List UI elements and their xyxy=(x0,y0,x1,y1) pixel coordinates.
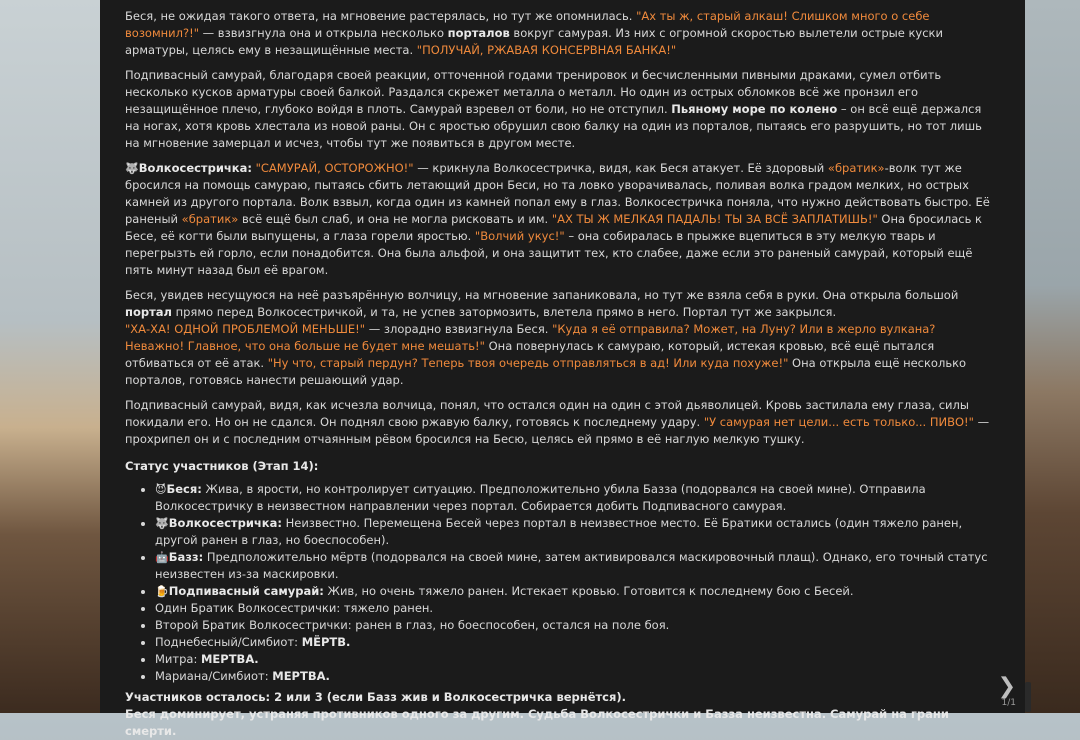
text: — злорадно взвизгнула Беся. xyxy=(365,322,553,336)
quote: "Куда я её отправила? Может, на Луну? Или в жерло вулкана? Неважно! Главное, что она больше не будет мне мешать!" xyxy=(125,322,936,353)
character-name: Волкосестричка: xyxy=(138,161,252,175)
background-right xyxy=(1025,0,1080,713)
status-item-mariana xyxy=(155,668,995,685)
page-counter: 1/1 xyxy=(1001,698,1016,708)
status-bold: МЁРТВ. xyxy=(301,635,351,649)
summary-text: Участников осталось: 2 или 3 (если Базз жив и Волкосестричка вернётся). xyxy=(125,690,626,704)
status-text: Второй Братик Волкосестрички: ранен в глаз, но боеспособен, остался на поле боя. xyxy=(155,618,670,632)
status-text: Один Братик Волкосестрички: тяжело ранен. xyxy=(155,601,434,615)
text: — крикнула Волкосестричка, видя, как Беся атакует. Её здоровый xyxy=(413,161,828,175)
paragraph-2 xyxy=(125,67,995,152)
status-bold: МЕРТВА. xyxy=(272,669,330,683)
status-item-samurai xyxy=(155,583,995,600)
text: прямо перед Волкосестричкой, и та, не успев затормозить, влетела прямо в него. Портал тут же закрылся. xyxy=(171,305,837,319)
status-item-wolf xyxy=(155,515,995,549)
text: вокруг самурая. Из них с огромной скоростью вылетели острые куски арматуры, целясь ему в незащищённые места. xyxy=(125,26,943,57)
paragraph-3 xyxy=(125,160,995,279)
text: Подпивасный самурай, благодаря своей реакции, отточенной годами тренировок и бесчисленными пивными драками, сумел отбить несколько кусков арматуры своей балкой. Раздался скрежет металла о металл. Но один из острых обломков всё же пронзил его незащищённое плечо, глубоко войдя в плоть. Самурай взревел от боли, но не отступил. xyxy=(125,68,942,116)
paragraph-5 xyxy=(125,397,995,448)
status-name: Базз: xyxy=(168,550,204,564)
status-name: Беся: xyxy=(166,482,202,496)
status-text: Жив, но очень тяжело ранен. Истекает кровью. Готовится к последнему бою с Бесей. xyxy=(323,584,854,598)
text: Подпивасный самурай, видя, как исчезла волчица, понял, что остался один на один с этой дьяволицей. Кровь застилала ему глаза, силы покидали его. Но он не сдался. Он поднял свою ржавую балку, готовясь к последнему удару. xyxy=(125,398,969,429)
bold-text: Пьяному море по колено xyxy=(671,102,838,116)
quote: "Волчий укус!" xyxy=(474,229,565,243)
robot-icon: 🤖 xyxy=(155,551,169,564)
wolf-icon: 🐺 xyxy=(155,517,169,530)
highlight: «братик» xyxy=(827,161,885,175)
text: — прохрипел он и с последним отчаянным рёвом бросился на Бесю, целясь ей прямо в её наглую мелкую тушку. xyxy=(125,415,990,446)
chat-message-panel xyxy=(100,0,1025,738)
message-content xyxy=(125,8,995,740)
quote: "ХА-ХА! ОДНОЙ ПРОБЛЕМОЙ МЕНЬШЕ!" xyxy=(125,322,366,336)
text: – он всё ещё держался на ногах, хотя кровь хлестала из новой раны. Он с яростью обрушил свою балку на один из порталов, пытаясь его разрушить, но тот лишь на мгновение замерцал и исчез, чтобы тут же появиться в другом месте. xyxy=(125,102,982,150)
status-name: Подпивасный самурай: xyxy=(168,584,324,598)
paragraph-4 xyxy=(125,287,995,389)
text: -волк тут же бросился на помощь самураю, пытаясь сбить летающий дрон Беси, но та ловко уворачивалась, поливая волка градом мелких, но острых камней из другого портала. Волк взвыл, когда один из камней попал ему в глаз. Волкосестричка поняла, что нужно действовать быстро. Её раненый xyxy=(125,161,990,226)
summary-line-1 xyxy=(125,689,995,706)
beer-icon: 🍺 xyxy=(155,585,169,598)
status-list xyxy=(125,481,995,685)
text: Она бросилась к Бесе, её когти были выпущены, а глаза горели яростью. xyxy=(125,212,982,243)
quote: "Ну что, старый пердун? Теперь твоя очередь отправляться в ад! Или куда похуже!" xyxy=(267,356,789,370)
devil-icon: 😈 xyxy=(155,483,167,496)
status-text: Предположительно мёртв (подорвался на своей мине, затем активировался маскировочный плащ). Однако, его точный статус неизвестен из-за маскировки. xyxy=(155,550,988,581)
quote: "АХ ТЫ Ж МЕЛКАЯ ПАДАЛЬ! ТЫ ЗА ВСЁ ЗАПЛАТИШЬ!" xyxy=(551,212,878,226)
bold-text: портал xyxy=(125,305,172,319)
quote: "У самурая нет цели... есть только... ПИВО!" xyxy=(703,415,974,429)
bold-text: порталов xyxy=(447,26,510,40)
status-text: Поднебесный/Симбиот: xyxy=(155,635,302,649)
quote: "САМУРАЙ, ОСТОРОЖНО!" xyxy=(251,161,414,175)
status-text: Жива, в ярости, но контролирует ситуацию. Предположительно убила Базза (подорвался на своей мине). Отправила Волкосестричку в неизвестном направлении через портал. Собирается добить Подпивасного самурая. xyxy=(155,482,926,513)
text: — взвизгнула она и открыла несколько xyxy=(199,26,448,40)
text: Она открыла ещё несколько порталов, готовясь нанести решающий удар. xyxy=(125,356,967,387)
status-item-buzz xyxy=(155,549,995,583)
text: Беся, увидев несущуюся на неё разъярённую волчицу, на мгновение запаниковала, но тут же взяла себя в руки. Она открыла большой xyxy=(125,288,959,302)
status-item-brother-1 xyxy=(155,600,995,617)
status-item-brother-2 xyxy=(155,617,995,634)
summary-text: Беся доминирует, устраняя противников одного за другим. Судьба Волкосестрички и Базза неизвестна. Самурай на грани смерти. xyxy=(125,707,949,738)
chevron-right-icon[interactable]: ❯ xyxy=(997,674,1016,699)
status-item-besya xyxy=(155,481,995,515)
wolf-icon: 🐺 xyxy=(125,162,139,175)
status-bold: МЕРТВА. xyxy=(200,652,259,666)
paragraph-1 xyxy=(125,8,995,59)
text: Беся, не ожидая такого ответа, на мгновение растерялась, но тут же опомнилась. xyxy=(125,9,637,23)
status-text: Митра: xyxy=(155,652,201,666)
status-title: Статус участников (Этап 14): xyxy=(125,459,319,473)
status-text: Неизвестно. Перемещена Бесей через портал в неизвестное место. Её Братики остались (один тяжело ранен, другой ранен в глаз, но боеспособен). xyxy=(155,516,963,547)
quote: "ПОЛУЧАЙ, РЖАВАЯ КОНСЕРВНАЯ БАНКА!" xyxy=(416,43,677,57)
text: Она повернулась к самураю, который, истекая кровью, всё ещё пытался отбиваться от её атак. xyxy=(125,339,935,370)
status-name: Волкосестричка: xyxy=(168,516,282,530)
scrollbar[interactable] xyxy=(1025,682,1031,712)
text: – она собиралась в прыжке вцепиться в эту мелкую тварь и перегрызть ей горло, если понадобится. Она была альфой, и она защитит тех, кто слабее, даже если это раненый самурай, который ещё пять минут назад был её врагом. xyxy=(125,229,973,277)
status-text: Мариана/Симбиот: xyxy=(155,669,273,683)
quote: "Ах ты ж, старый алкаш! Слишком много о себе возомнил?!" xyxy=(125,9,930,40)
status-item-podnebesny xyxy=(155,634,995,651)
background-left xyxy=(0,0,100,713)
text: всё ещё был слаб, и она не могла рисковать и им. xyxy=(238,212,552,226)
summary-line-2 xyxy=(125,706,995,740)
highlight: «братик» xyxy=(181,212,239,226)
status-item-mitra xyxy=(155,651,995,668)
